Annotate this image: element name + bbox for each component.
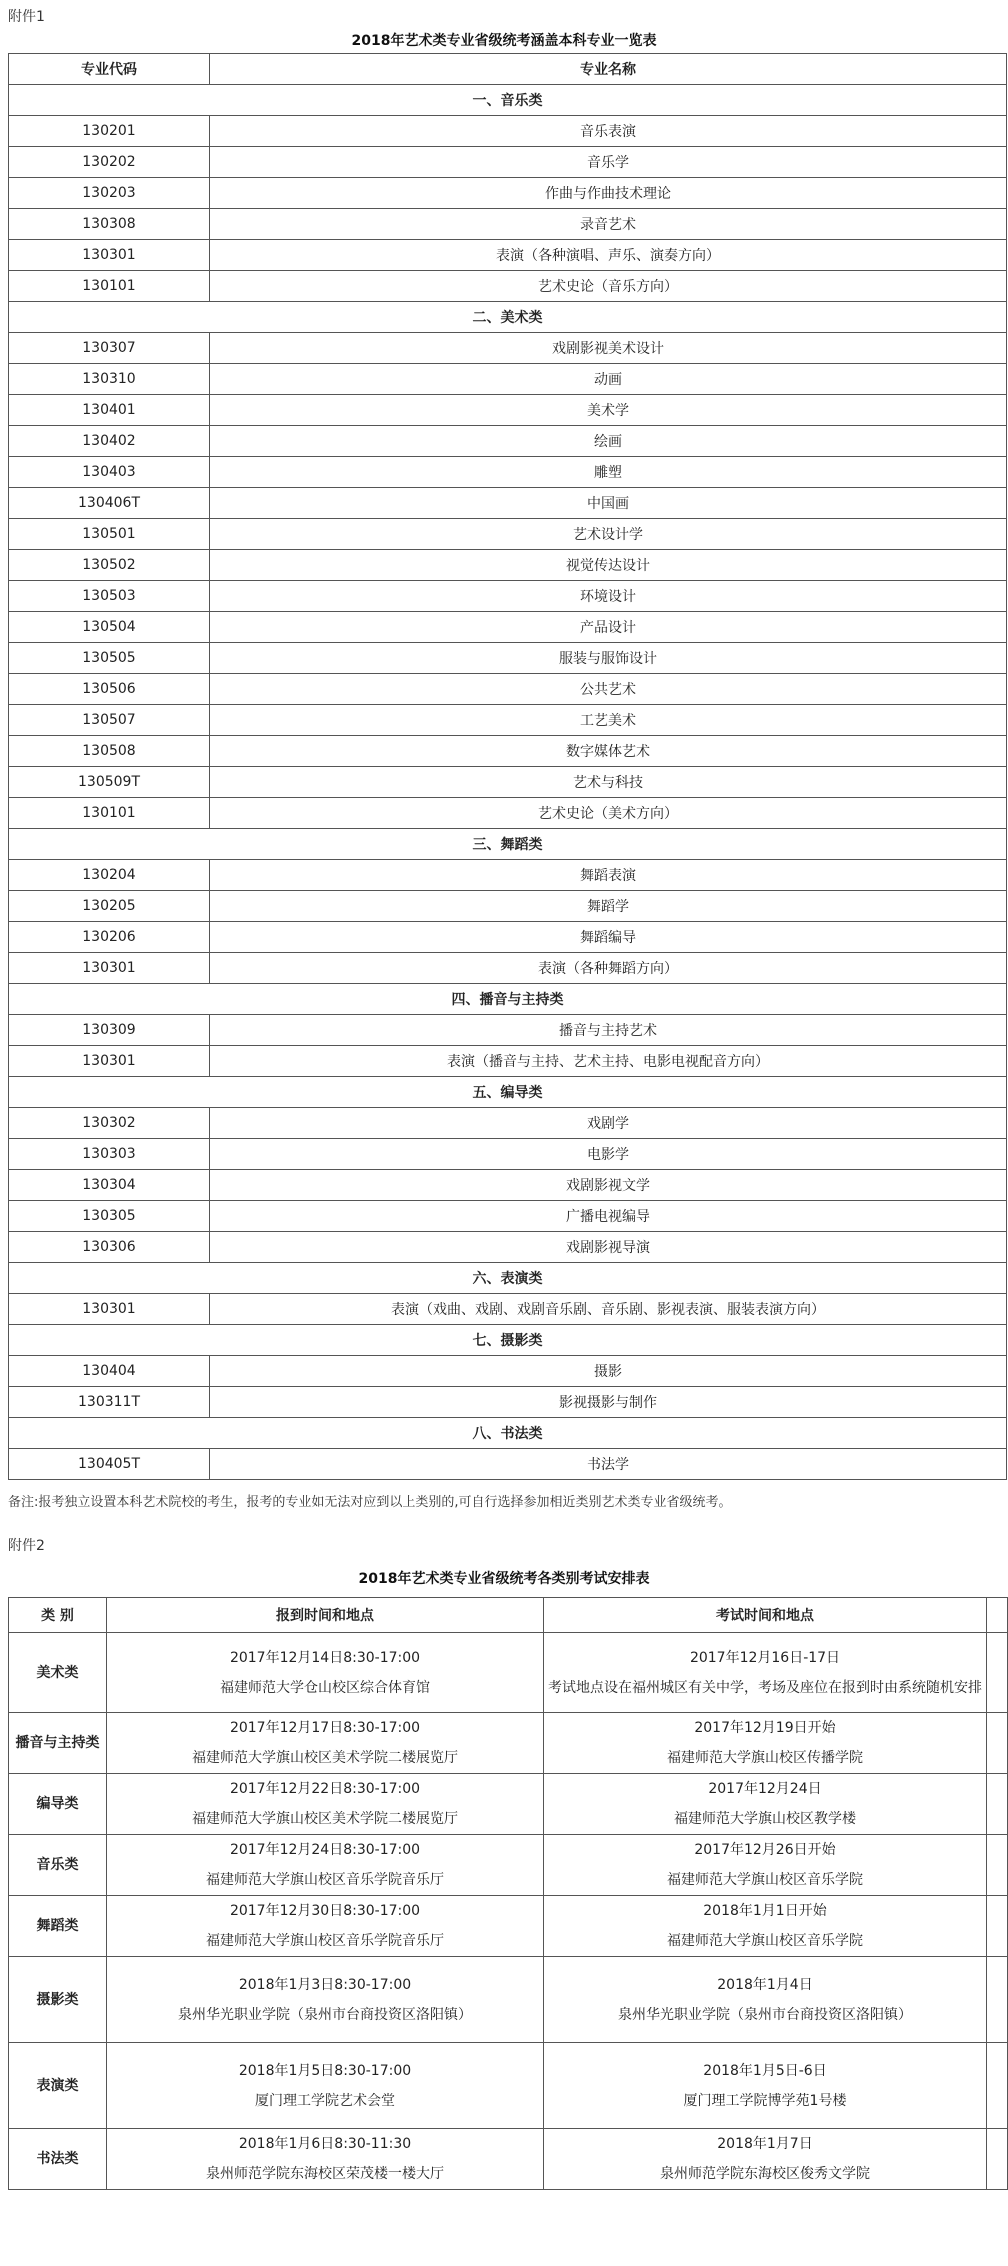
table-row [9, 1294, 1007, 1325]
major-code: 130206 [9, 922, 210, 953]
major-code: 130306 [9, 1232, 210, 1263]
table-row [9, 395, 1007, 426]
category-row [9, 829, 1007, 860]
category-label: 七、摄影类 [9, 1325, 1007, 1356]
table-row [9, 147, 1007, 178]
table-row [9, 2129, 1008, 2190]
exam-time: 2018年1月4日 [717, 1976, 813, 1993]
table-row [9, 1232, 1007, 1263]
column-header-code: 专业代码 [9, 54, 210, 85]
table-row [9, 922, 1007, 953]
exam-cell [544, 1713, 987, 1774]
checkin-time: 2018年1月5日8:30-17:00 [238, 2062, 412, 2079]
table-row [9, 240, 1007, 271]
major-code: 130201 [9, 116, 210, 147]
empty-cell [987, 1957, 1008, 2043]
category-row [9, 984, 1007, 1015]
major-name: 摄影 [210, 1356, 1007, 1387]
major-code: 130310 [9, 364, 210, 395]
major-name: 艺术与科技 [210, 767, 1007, 798]
annex1-note: 备注:报考独立设置本科艺术院校的考生，报考的专业如无法对应到以上类别的,可自行选择参加相近类别艺术类专业省级统考。 [8, 1495, 732, 1510]
table-row [9, 1835, 1008, 1896]
table-row [9, 116, 1007, 147]
major-code: 130504 [9, 612, 210, 643]
category-label: 八、书法类 [9, 1418, 1007, 1449]
table-row [9, 860, 1007, 891]
major-name: 戏剧影视美术设计 [210, 333, 1007, 364]
table-row [9, 550, 1007, 581]
exam-cell [544, 2129, 987, 2190]
category-row [9, 1418, 1007, 1449]
category-label: 四、播音与主持类 [9, 984, 1007, 1015]
major-name: 戏剧影视导演 [210, 1232, 1007, 1263]
major-code: 130503 [9, 581, 210, 612]
category-row [9, 1325, 1007, 1356]
empty-cell [987, 1713, 1008, 1774]
exam-place: 泉州华光职业学院（泉州市台商投资区洛阳镇） [618, 2006, 912, 2023]
major-code: 130305 [9, 1201, 210, 1232]
table-row [9, 1015, 1007, 1046]
major-name: 工艺美术 [210, 705, 1007, 736]
column-header-exam: 考试时间和地点 [544, 1598, 987, 1633]
major-code: 130308 [9, 209, 210, 240]
table-row [9, 1170, 1007, 1201]
table-row [9, 1356, 1007, 1387]
exam-cell [544, 1896, 987, 1957]
checkin-time: 2017年12月30日8:30-17:00 [229, 1903, 421, 1919]
major-code: 130204 [9, 860, 210, 891]
major-name: 播音与主持艺术 [210, 1015, 1007, 1046]
category-cell: 表演类 [9, 2043, 107, 2129]
category-label: 三、舞蹈类 [9, 829, 1007, 860]
table-row [9, 488, 1007, 519]
checkin-time: 2017年12月17日8:30-17:00 [229, 1720, 421, 1736]
major-code: 130205 [9, 891, 210, 922]
checkin-place: 福建师范大学旗山校区美术学院二楼展览厅 [192, 1750, 458, 1766]
table-row [9, 736, 1007, 767]
major-code: 130506 [9, 674, 210, 705]
category-row [9, 85, 1007, 116]
column-header-name: 专业名称 [210, 54, 1007, 85]
major-name: 表演（戏曲、戏剧、戏剧音乐剧、音乐剧、影视表演、服装表演方向） [210, 1294, 1007, 1325]
major-code: 130404 [9, 1356, 210, 1387]
exam-time: 2017年12月16日-17日 [689, 1649, 841, 1666]
category-label: 一、音乐类 [9, 85, 1007, 116]
table-row [9, 674, 1007, 705]
checkin-time: 2017年12月22日8:30-17:00 [229, 1781, 421, 1797]
major-code: 130309 [9, 1015, 210, 1046]
category-label: 六、表演类 [9, 1263, 1007, 1294]
major-code: 130501 [9, 519, 210, 550]
empty-column-header [987, 1598, 1008, 1633]
table-row [9, 1046, 1007, 1077]
table-row [9, 798, 1007, 829]
major-code: 130311T [9, 1387, 210, 1418]
exam-cell [544, 1835, 987, 1896]
table-row [9, 705, 1007, 736]
major-code: 130302 [9, 1108, 210, 1139]
table-header-row [9, 1598, 1008, 1633]
checkin-time: 2018年1月3日8:30-17:00 [238, 1976, 412, 1993]
major-name: 中国画 [210, 488, 1007, 519]
table-header-row [9, 54, 1007, 85]
major-code: 130508 [9, 736, 210, 767]
major-name: 广播电视编导 [210, 1201, 1007, 1232]
major-name: 艺术史论（美术方向） [210, 798, 1007, 829]
checkin-time: 2018年1月6日8:30-11:30 [238, 2136, 412, 2152]
table-row [9, 271, 1007, 302]
empty-cell [987, 1774, 1008, 1835]
checkin-place: 泉州师范学院东海校区荣茂楼一楼大厅 [206, 2166, 444, 2182]
checkin-cell [107, 1896, 544, 1957]
checkin-place: 福建师范大学旗山校区美术学院二楼展览厅 [192, 1811, 458, 1827]
exam-time: 2018年1月5日-6日 [703, 2062, 827, 2079]
checkin-cell [107, 1835, 544, 1896]
table-row [9, 643, 1007, 674]
category-cell: 摄影类 [9, 1957, 107, 2043]
table-row [9, 1108, 1007, 1139]
major-code: 130301 [9, 240, 210, 271]
major-name: 舞蹈学 [210, 891, 1007, 922]
category-cell: 舞蹈类 [9, 1896, 107, 1957]
major-name: 雕塑 [210, 457, 1007, 488]
major-code: 130505 [9, 643, 210, 674]
column-header-category: 类 别 [9, 1598, 107, 1633]
checkin-place: 福建师范大学旗山校区音乐学院音乐厅 [206, 1872, 444, 1888]
table-row [9, 891, 1007, 922]
exam-cell [544, 1957, 987, 2043]
major-code: 130303 [9, 1139, 210, 1170]
exam-time: 2018年1月1日开始 [703, 1903, 827, 1919]
checkin-place: 福建师范大学旗山校区音乐学院音乐厅 [206, 1933, 444, 1949]
category-label: 二、美术类 [9, 302, 1007, 333]
table-row [9, 2043, 1008, 2129]
major-code: 130402 [9, 426, 210, 457]
checkin-place: 泉州华光职业学院（泉州市台商投资区洛阳镇） [178, 2006, 472, 2023]
empty-cell [987, 1835, 1008, 1896]
table-row [9, 1139, 1007, 1170]
category-row [9, 1263, 1007, 1294]
table-row [9, 333, 1007, 364]
table-row [9, 1774, 1008, 1835]
exam-cell [544, 1774, 987, 1835]
exam-cell [544, 2043, 987, 2129]
empty-cell [987, 2043, 1008, 2129]
table-row [9, 178, 1007, 209]
major-name: 绘画 [210, 426, 1007, 457]
table-row [9, 1713, 1008, 1774]
major-code: 130401 [9, 395, 210, 426]
table-row [9, 1633, 1008, 1713]
major-name: 电影学 [210, 1139, 1007, 1170]
checkin-cell [107, 1774, 544, 1835]
major-code: 130202 [9, 147, 210, 178]
category-row [9, 302, 1007, 333]
major-name: 艺术设计学 [210, 519, 1007, 550]
major-name: 戏剧学 [210, 1108, 1007, 1139]
major-name: 戏剧影视文学 [210, 1170, 1007, 1201]
major-code: 130301 [9, 1046, 210, 1077]
empty-cell [987, 2129, 1008, 2190]
annex1-label: 附件1 [8, 9, 45, 25]
major-code: 130403 [9, 457, 210, 488]
major-code: 130307 [9, 333, 210, 364]
major-name: 服装与服饰设计 [210, 643, 1007, 674]
exam-time: 2017年12月19日开始 [694, 1720, 836, 1736]
table-row [9, 1896, 1008, 1957]
exam-place: 厦门理工学院博学苑1号楼 [683, 2092, 847, 2109]
major-code: 130507 [9, 705, 210, 736]
major-name: 艺术史论（音乐方向） [210, 271, 1007, 302]
major-list-table [8, 53, 1007, 1480]
major-name: 舞蹈编导 [210, 922, 1007, 953]
checkin-cell [107, 2129, 544, 2190]
major-name: 书法学 [210, 1449, 1007, 1480]
checkin-place: 福建师范大学仓山校区综合体育馆 [220, 1679, 430, 1696]
major-code: 130301 [9, 1294, 210, 1325]
major-code: 130502 [9, 550, 210, 581]
major-name: 公共艺术 [210, 674, 1007, 705]
column-header-checkin: 报到时间和地点 [107, 1598, 544, 1633]
exam-place: 福建师范大学旗山校区传播学院 [667, 1750, 863, 1766]
category-label: 五、编导类 [9, 1077, 1007, 1108]
table-row [9, 1449, 1007, 1480]
table-row [9, 1957, 1008, 2043]
annex2-label: 附件2 [8, 1538, 45, 1554]
table-row [9, 612, 1007, 643]
major-code: 130301 [9, 953, 210, 984]
major-name: 舞蹈表演 [210, 860, 1007, 891]
table-row [9, 767, 1007, 798]
checkin-place: 厦门理工学院艺术会堂 [255, 2092, 395, 2109]
table-row [9, 1387, 1007, 1418]
major-name: 美术学 [210, 395, 1007, 426]
major-name: 产品设计 [210, 612, 1007, 643]
table-row [9, 953, 1007, 984]
category-cell: 编导类 [9, 1774, 107, 1835]
table-row [9, 364, 1007, 395]
major-code: 130406T [9, 488, 210, 519]
exam-time: 2017年12月24日 [708, 1781, 822, 1797]
table-row [9, 581, 1007, 612]
major-name: 表演（各种演唱、声乐、演奏方向） [210, 240, 1007, 271]
checkin-cell [107, 1633, 544, 1713]
major-name: 动画 [210, 364, 1007, 395]
exam-place: 福建师范大学旗山校区音乐学院 [667, 1872, 863, 1888]
major-code: 130203 [9, 178, 210, 209]
category-cell: 书法类 [9, 2129, 107, 2190]
checkin-time: 2017年12月14日8:30-17:00 [229, 1649, 421, 1666]
category-row [9, 1077, 1007, 1108]
exam-schedule-table [8, 1597, 1008, 2190]
category-cell: 音乐类 [9, 1835, 107, 1896]
major-name: 视觉传达设计 [210, 550, 1007, 581]
category-cell: 播音与主持类 [9, 1713, 107, 1774]
exam-place: 福建师范大学旗山校区教学楼 [674, 1811, 856, 1827]
exam-place: 考试地点设在福州城区有关中学，考场及座位在报到时由系统随机安排 [548, 1679, 982, 1696]
major-code: 130509T [9, 767, 210, 798]
major-code: 130101 [9, 798, 210, 829]
table-row [9, 1201, 1007, 1232]
table-row [9, 519, 1007, 550]
major-name: 数字媒体艺术 [210, 736, 1007, 767]
major-code: 130304 [9, 1170, 210, 1201]
exam-cell [544, 1633, 987, 1713]
empty-cell [987, 1633, 1008, 1713]
major-name: 音乐表演 [210, 116, 1007, 147]
exam-time: 2018年1月7日 [717, 2136, 813, 2152]
major-name: 影视摄影与制作 [210, 1387, 1007, 1418]
exam-time: 2017年12月26日开始 [694, 1842, 836, 1858]
major-name: 表演（各种舞蹈方向） [210, 953, 1007, 984]
annex1-title: 2018年艺术类专业省级统考涵盖本科专业一览表 [351, 33, 657, 49]
major-name: 作曲与作曲技术理论 [210, 178, 1007, 209]
exam-place: 泉州师范学院东海校区俊秀文学院 [660, 2166, 870, 2182]
empty-cell [987, 1896, 1008, 1957]
major-code: 130405T [9, 1449, 210, 1480]
annex2-title: 2018年艺术类专业省级统考各类别考试安排表 [358, 1571, 650, 1587]
table-row [9, 457, 1007, 488]
checkin-time: 2017年12月24日8:30-17:00 [229, 1842, 421, 1858]
table-row [9, 209, 1007, 240]
table-row [9, 426, 1007, 457]
exam-place: 福建师范大学旗山校区音乐学院 [667, 1933, 863, 1949]
major-name: 音乐学 [210, 147, 1007, 178]
checkin-cell [107, 1957, 544, 2043]
checkin-cell [107, 2043, 544, 2129]
major-code: 130101 [9, 271, 210, 302]
checkin-cell [107, 1713, 544, 1774]
major-name: 环境设计 [210, 581, 1007, 612]
major-name: 表演（播音与主持、艺术主持、电影电视配音方向） [210, 1046, 1007, 1077]
major-name: 录音艺术 [210, 209, 1007, 240]
category-cell: 美术类 [9, 1633, 107, 1713]
